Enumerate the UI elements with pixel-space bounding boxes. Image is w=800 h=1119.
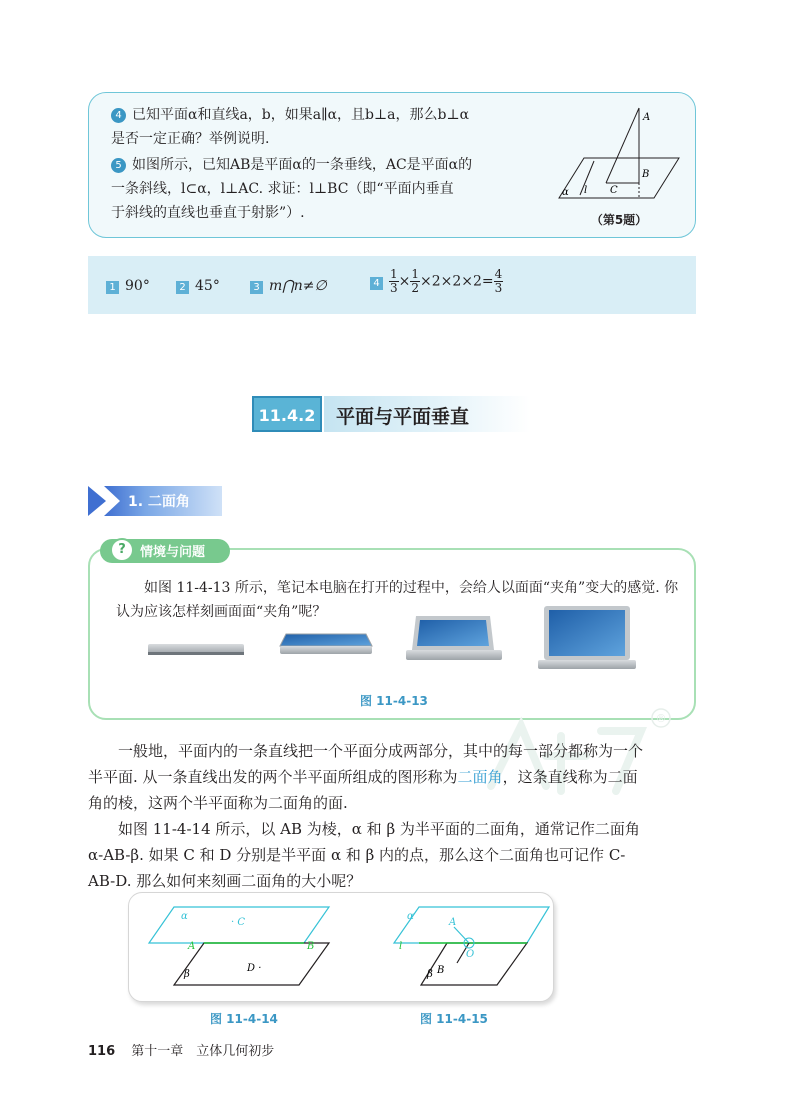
paragraph-notation: 如图 11-4-14 所示，以 AB 为棱，α 和 β 为半平面的二面角，通常记作二面角 α-AB-β. 如果 C 和 D 分别是半平面 α 和 β 内的点，那么这个二面角也可记作 C-AB-D. 那么如何来刻画二面角的大小呢？: [88, 820, 640, 890]
plane-alpha: [559, 158, 679, 198]
svg-text:D ·: D ·: [247, 963, 262, 974]
exercise-text-line: 于斜线的直线也垂直于射影”）.: [111, 205, 305, 221]
answer-text: 90°: [125, 278, 150, 294]
exercise-number: 5: [111, 158, 126, 173]
section-title-bar: [324, 396, 530, 432]
section-number: 11.4.2: [252, 396, 322, 432]
svg-text:B: B: [437, 965, 445, 976]
svg-text:A: A: [449, 917, 457, 928]
answer-number: 1: [106, 281, 119, 294]
chapter-title: 第十一章 立体几何初步: [131, 1044, 275, 1059]
exercise-number: 4: [111, 108, 126, 123]
page-footer: [88, 1040, 274, 1059]
figure-11-4-14-caption: 图 11-4-14: [210, 1012, 278, 1026]
answer-number: 2: [176, 281, 189, 294]
exercise-text-line: 已知平面α和直线a，b，如果a∥α，且b⊥a，那么b⊥α: [132, 107, 470, 123]
figure-5-diagram: [554, 103, 684, 213]
term-dihedral-angle: 二面角: [457, 768, 503, 786]
svg-text:· C: · C: [231, 917, 246, 928]
answer-3: [250, 276, 327, 296]
figure-11-4-13-caption: 图 11-4-13: [360, 694, 428, 708]
fraction: $\frac{1}{3}$: [390, 267, 398, 295]
label-a: A: [643, 112, 651, 123]
paragraph-half-plane: 一般地，平面内的一条直线把一个平面分成两部分，其中的每一部分都称为一个半平面. 从一条直线出发的两个半平面所组成的图形称为二面角，这条直线称为二面角的棱，这两个半平面称为二面角的面.: [88, 742, 644, 812]
figure-11-4-15-caption: 图 11-4-15: [420, 1012, 488, 1026]
svg-text:β: β: [184, 969, 190, 980]
svg-text:O: O: [466, 949, 475, 960]
label-b: B: [642, 169, 650, 180]
section-title: 平面与平面垂直: [336, 406, 470, 428]
registered-mark: ®: [655, 712, 667, 725]
scenario-tag-label: 情境与问题: [140, 545, 206, 560]
exercise-5: [111, 153, 551, 225]
answer-number: 4: [370, 277, 383, 290]
figure-5-caption: （第5题）: [590, 213, 648, 227]
laptop-closed-icon: [148, 644, 244, 655]
answer-number: 3: [250, 281, 263, 294]
section-heading: [252, 396, 530, 432]
subsection-label: 1. 二面角: [128, 494, 190, 510]
answer-band: [88, 256, 696, 314]
fraction: $\frac{1}{2}$: [411, 267, 420, 295]
fraction: $\frac{4}{3}$: [494, 267, 503, 295]
figure-box: [128, 892, 554, 1002]
svg-text:A: A: [188, 941, 196, 952]
exercise-text-line: 一条斜线，l⊂α，l⊥AC. 求证：l⊥BC（即“平面内垂直: [111, 181, 454, 197]
page-number: 116: [88, 1044, 116, 1059]
laptop-half-open-icon: [406, 616, 502, 660]
answer-2: [176, 276, 220, 296]
question-icon: ?: [110, 538, 134, 562]
laptop-sequence-figure: [140, 606, 650, 676]
figure-11-4-15: [394, 907, 549, 985]
oblique-ac: [606, 108, 639, 183]
svg-text:α: α: [181, 911, 188, 922]
exercise-text-line: 如图所示，已知AB是平面α的一条垂线，AC是平面α的: [132, 157, 473, 173]
ray-oa: [454, 927, 469, 943]
answer-text: m⋂n≠∅: [269, 278, 327, 294]
svg-text:l: l: [399, 941, 403, 952]
laptop-open-icon: [538, 606, 636, 669]
half-plane-alpha: [394, 907, 549, 943]
svg-text:β: β: [427, 969, 433, 980]
exercise-text-line: 是否一定正确？举例说明.: [111, 131, 270, 147]
figure-11-4-14: [149, 907, 329, 985]
exercise-4: [111, 103, 551, 151]
exercise-box: [88, 92, 696, 238]
svg-text:B: B: [307, 941, 315, 952]
answer-4: 4 $\frac{1}{3}$ × $\frac{1}{2}$ ×2×2×2= $\frac{4}{3}$: [370, 268, 503, 295]
label-l: l: [584, 185, 588, 196]
label-c: C: [610, 185, 618, 196]
dihedral-angle-figures: [129, 893, 555, 1003]
scenario-text: 如图 11-4-13 所示，笔记本电脑在打开的过程中，会给人以面面“夹角”变大的感觉. 你认为应该怎样刻画面面“夹角”呢？: [116, 580, 679, 620]
answer-1: [106, 276, 150, 296]
svg-text:α: α: [407, 911, 414, 922]
answer-text: 45°: [195, 278, 220, 294]
label-alpha: α: [562, 187, 569, 198]
laptop-slightly-open-icon: [280, 634, 372, 654]
